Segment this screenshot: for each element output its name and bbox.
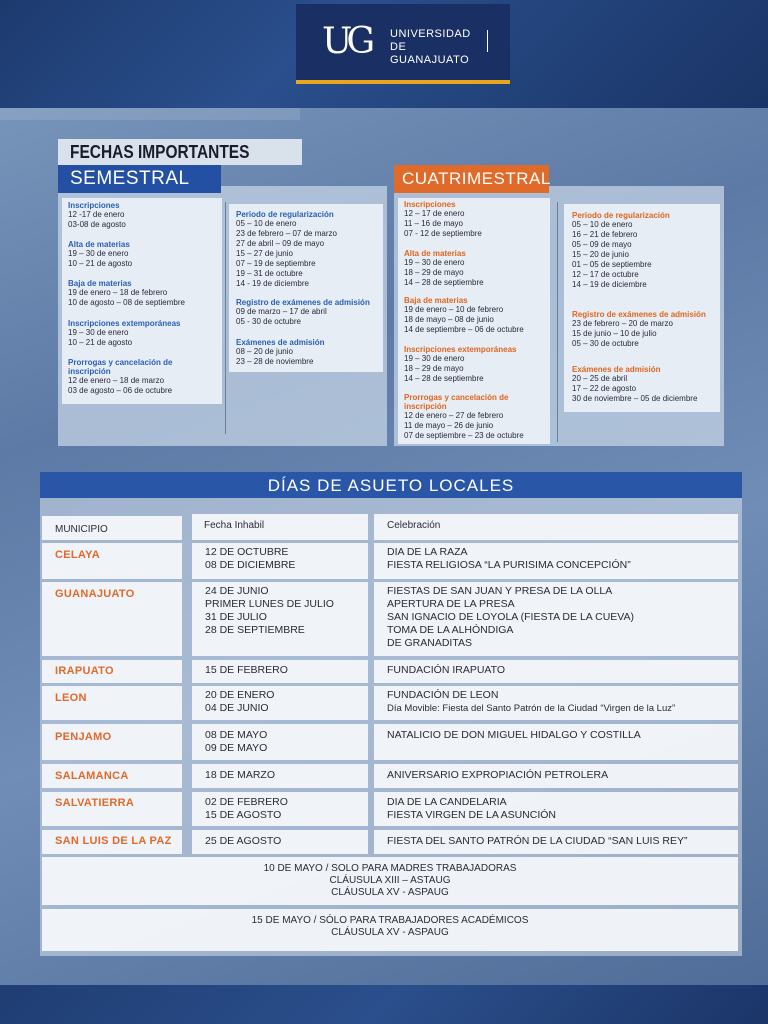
header-celebracion: Celebración (387, 520, 441, 531)
table-header-cell (42, 516, 182, 540)
celebracion-item: FUNDACIÓN IRAPUATO (387, 664, 506, 676)
important-dates-heading (58, 139, 302, 165)
fecha-list (205, 729, 267, 755)
entry-title: Exámenes de admisión (236, 338, 325, 347)
entry-title: Baja de materias (68, 279, 132, 288)
entry-date: 10 – 21 de agosto (68, 259, 133, 268)
table-row-municipio (42, 660, 182, 683)
table-row-celebracion (374, 660, 738, 683)
table-row-fecha (192, 582, 368, 656)
note-line: CLÁUSULA XV - ASPAUG (331, 887, 449, 898)
semestral-entry (236, 210, 386, 289)
entry-date: 23 – 28 de noviembre (236, 357, 314, 366)
entry-date: 19 de enero – 18 de febrero (68, 288, 168, 297)
entry-date: 30 de noviembre – 05 de diciembre (572, 394, 698, 403)
cuatrimestral-entry (404, 393, 544, 441)
entry-date: 05 - 30 de octubre (236, 317, 301, 326)
entry-date: 12 de enero – 18 de marzo (68, 376, 165, 385)
cuatrimestral-entry (404, 249, 554, 288)
entry-title: Prorrogas y cancelación de inscripción (68, 358, 173, 376)
note-line: CLÁUSULA XV - ASPAUG (331, 927, 449, 938)
celebracion-item: FIESTA RELIGIOSA “LA PURISIMA CONCEPCIÓN” (387, 559, 631, 571)
entry-date: 19 – 30 de enero (68, 328, 129, 337)
entry-date: 14 – 28 de septiembre (404, 278, 484, 287)
semestral-entry (68, 319, 218, 348)
entry-date: 18 – 29 de mayo (404, 268, 464, 277)
note-text (42, 863, 738, 899)
entry-date: 07 de septiembre – 23 de octubre (404, 431, 524, 440)
municipio-label: LEON (55, 692, 87, 704)
fecha-item: 28 DE SEPTIEMBRE (205, 624, 305, 636)
cuatrimestral-entry (572, 310, 722, 349)
holidays-title-bar (40, 472, 742, 498)
celebracion-list (387, 689, 675, 715)
entry-title: Baja de materias (404, 296, 468, 305)
celebracion-item: DIA DE LA CANDELARIA (387, 796, 507, 808)
note-text (42, 915, 738, 939)
celebracion-list (387, 664, 505, 677)
table-header-cell (192, 514, 368, 540)
table-row-municipio (42, 582, 182, 656)
fecha-list (205, 769, 275, 782)
semestral-left-divider (225, 202, 226, 434)
municipio-label: SALAMANCA (55, 770, 129, 782)
logo-text (390, 28, 486, 67)
note-block (42, 857, 738, 905)
entry-title: Registro de exámenes de admisión (572, 310, 706, 319)
table-row-fecha (192, 660, 368, 683)
entry-date: 14 de septiembre – 06 de octubre (404, 325, 524, 334)
entry-date: 12 de enero – 27 de febrero (404, 411, 504, 420)
entry-title: Alta de materias (404, 249, 466, 258)
table-row-fecha (192, 764, 368, 788)
cuatrimestral-entry (404, 345, 554, 384)
semestral-entry (68, 358, 192, 396)
fecha-list (205, 835, 281, 848)
entry-date: 12 – 17 de enero (404, 209, 465, 218)
semestral-entry (236, 338, 386, 367)
header-fecha: Fecha Inhabil (204, 520, 265, 531)
table-row-celebracion (374, 724, 738, 760)
celebracion-list (387, 835, 687, 848)
cuatrimestral-entry (404, 296, 554, 335)
semestral-entry (68, 201, 218, 230)
entry-date: 12 -17 de enero (68, 210, 125, 219)
table-row-municipio (42, 686, 182, 720)
fecha-item: 12 DE OCTUBRE (205, 546, 289, 558)
note-block (42, 909, 738, 951)
entry-date: 10 – 21 de agosto (68, 338, 133, 347)
table-row-celebracion (374, 543, 738, 579)
municipio-label: SALVATIERRA (55, 797, 135, 809)
celebracion-item: FIESTAS DE SAN JUAN Y PRESA DE LA OLLA (387, 585, 613, 597)
fecha-item: 08 DE DICIEMBRE (205, 559, 296, 571)
entry-title: Registro de exámenes de admisión (236, 298, 370, 307)
celebracion-list (387, 546, 631, 572)
entry-title: Alta de materias (68, 240, 130, 249)
entry-date: 03-08 de agosto (68, 220, 126, 229)
entry-date: 19 – 30 de enero (404, 258, 465, 267)
ug-logo-mark: UG (322, 21, 370, 62)
entry-date: 23 de febrero – 07 de marzo (236, 229, 337, 238)
table-row-fecha (192, 830, 368, 854)
note-line: CLÁUSULA XIII – ASTAUG (329, 875, 451, 886)
note-line: 15 DE MAYO / SÓLO PARA TRABAJADORES ACADÉMICOS (251, 915, 529, 926)
celebracion-list (387, 769, 608, 782)
celebracion-item: SAN IGNACIO DE LOYOLA (FIESTA DE LA CUEVA) (387, 611, 635, 623)
fecha-item: PRIMER LUNES DE JULIO (205, 598, 334, 610)
entry-date: 10 de agosto – 08 de septiembre (68, 298, 185, 307)
celebracion-item: NATALICIO DE DON MIGUEL HIDALGO Y COSTILLA (387, 729, 641, 741)
table-row-municipio (42, 830, 182, 854)
fecha-item: 08 DE MAYO (205, 729, 268, 741)
entry-title: Inscripciones (68, 201, 120, 210)
holidays-title: DÍAS DE ASUETO LOCALES (267, 476, 515, 495)
note-line: 10 DE MAYO / SOLO PARA MADRES TRABAJADORAS (263, 863, 517, 874)
entry-date: 11 de mayo – 26 de junio (404, 421, 494, 430)
cuatrimestral-divider (557, 202, 558, 442)
celebracion-item: DIA DE LA RAZA (387, 546, 468, 558)
fecha-item: 02 DE FEBRERO (205, 796, 288, 808)
entry-date: 18 de mayo – 08 de junio (404, 315, 494, 324)
entry-date: 08 – 20 de junio (236, 347, 293, 356)
entry-title: Prorrogas y cancelación de inscripción (404, 393, 509, 411)
entry-title: Inscripciones extemporáneas (68, 319, 181, 328)
entry-date: 19 – 30 de enero (404, 354, 465, 363)
celebracion-item: Día Movible: Fiesta del Santo Patrón de la Ciudad “Virgen de la Luz” (387, 703, 676, 714)
table-row-municipio (42, 764, 182, 788)
table-row-fecha (192, 686, 368, 720)
fecha-item: 25 DE AGOSTO (205, 835, 282, 847)
celebracion-item: ANIVERSARIO EXPROPIACIÓN PETROLERA (387, 769, 609, 781)
table-header-cell (374, 514, 738, 540)
logo-text-line1: UNIVERSIDAD (390, 28, 471, 40)
fecha-list (205, 546, 295, 572)
entry-date: 01 – 05 de septiembre (572, 260, 652, 269)
semestral-tag (58, 165, 221, 193)
table-row-celebracion (374, 582, 738, 656)
entry-date: 11 – 16 de mayo (404, 219, 464, 228)
celebracion-item: TOMA DE LA ALHÓNDIGA (387, 624, 514, 636)
cuatrimestral-entry (404, 200, 554, 239)
semestral-entry (68, 279, 218, 308)
cuatrimestral-tag (394, 165, 549, 193)
municipio-label: IRAPUATO (55, 665, 114, 677)
fecha-list (205, 689, 274, 715)
celebracion-item: FIESTA VIRGEN DE LA ASUNCIÓN (387, 809, 557, 821)
important-dates-title: FECHAS IMPORTANTES (70, 142, 250, 162)
celebracion-item: FIESTA DEL SANTO PATRÓN DE LA CIUDAD “SAN LUIS REY” (387, 835, 688, 847)
semestral-tag-label: SEMESTRAL (70, 168, 190, 189)
entry-date: 27 de abril – 09 de mayo (236, 239, 325, 248)
logo-divider (487, 30, 488, 52)
entry-date: 15 de junio – 10 de julio (572, 329, 657, 338)
fecha-item: 09 DE MAYO (205, 742, 268, 754)
celebracion-list (387, 729, 641, 742)
fecha-item: 24 DE JUNIO (205, 585, 269, 597)
header-municipio: MUNICIPIO (55, 524, 108, 535)
fecha-item: 18 DE MARZO (205, 769, 276, 781)
entry-title: Periodo de regularización (236, 210, 334, 219)
entry-date: 19 – 31 de octubre (236, 269, 303, 278)
table-row-municipio (42, 543, 182, 579)
entry-date: 15 – 20 de junio (572, 250, 629, 259)
municipio-label: PENJAMO (55, 731, 112, 743)
fecha-item: 15 DE AGOSTO (205, 809, 282, 821)
entry-title: Periodo de regularización (572, 211, 670, 220)
university-logo (296, 4, 510, 84)
municipio-label: SAN LUIS DE LA PAZ (55, 835, 172, 847)
table-row-municipio (42, 724, 182, 760)
celebracion-list (387, 585, 634, 650)
entry-date: 14 – 19 de diciembre (572, 280, 647, 289)
fecha-item: 04 DE JUNIO (205, 702, 269, 714)
entry-date: 07 - 12 de septiembre (404, 229, 482, 238)
celebracion-item: FUNDACIÓN DE LEON (387, 689, 499, 701)
table-row-celebracion (374, 830, 738, 854)
entry-date: 17 – 22 de agosto (572, 384, 637, 393)
cuatrimestral-entry (572, 211, 722, 290)
table-row-fecha (192, 543, 368, 579)
fecha-list (205, 796, 288, 822)
cuatrimestral-tag-label: CUATRIMESTRAL (402, 169, 551, 188)
entry-date: 19 de enero – 10 de febrero (404, 305, 504, 314)
table-row-celebracion (374, 792, 738, 826)
entry-date: 05 – 30 de octubre (572, 339, 639, 348)
municipio-label: CELAYA (55, 549, 101, 561)
celebracion-item: APERTURA DE LA PRESA (387, 598, 515, 610)
fecha-item: 31 DE JULIO (205, 611, 267, 623)
entry-title: Inscripciones (404, 200, 456, 209)
municipio-label: GUANAJUATO (55, 588, 135, 600)
cuatrimestral-entry (572, 365, 722, 404)
semestral-entry (68, 240, 218, 269)
entry-date: 05 – 10 de enero (572, 220, 633, 229)
entry-date: 07 – 19 de septiembre (236, 259, 316, 268)
fecha-item: 20 DE ENERO (205, 689, 275, 701)
entry-date: 19 – 30 de enero (68, 249, 129, 258)
entry-date: 14 - 19 de diciembre (236, 279, 309, 288)
footer-band (0, 985, 768, 1024)
entry-date: 09 de marzo – 17 de abril (236, 307, 327, 316)
fecha-list (205, 585, 334, 637)
entry-title: Inscripciones extemporáneas (404, 345, 517, 354)
entry-date: 14 – 28 de septiembre (404, 374, 484, 383)
celebracion-list (387, 796, 556, 822)
entry-title: Exámenes de admisión (572, 365, 661, 374)
entry-date: 23 de febrero – 20 de marzo (572, 319, 673, 328)
fecha-item: 15 DE FEBRERO (205, 664, 288, 676)
celebracion-item: DE GRANADITAS (387, 637, 472, 649)
table-row-fecha (192, 792, 368, 826)
entry-date: 20 – 25 de abril (572, 374, 628, 383)
table-row-fecha (192, 724, 368, 760)
background-facet (0, 108, 300, 120)
table-row-celebracion (374, 764, 738, 788)
entry-date: 12 – 17 de octubre (572, 270, 639, 279)
fecha-list (205, 664, 288, 677)
table-row-celebracion (374, 686, 738, 720)
logo-text-line2: DE GUANAJUATO (390, 41, 470, 66)
semestral-entry (236, 298, 386, 327)
entry-date: 15 – 27 de junio (236, 249, 293, 258)
entry-date: 05 – 10 de enero (236, 219, 297, 228)
table-row-municipio (42, 792, 182, 826)
entry-date: 03 de agosto – 06 de octubre (68, 386, 173, 395)
entry-date: 16 – 21 de febrero (572, 230, 638, 239)
entry-date: 05 – 09 de mayo (572, 240, 632, 249)
entry-date: 18 – 29 de mayo (404, 364, 464, 373)
